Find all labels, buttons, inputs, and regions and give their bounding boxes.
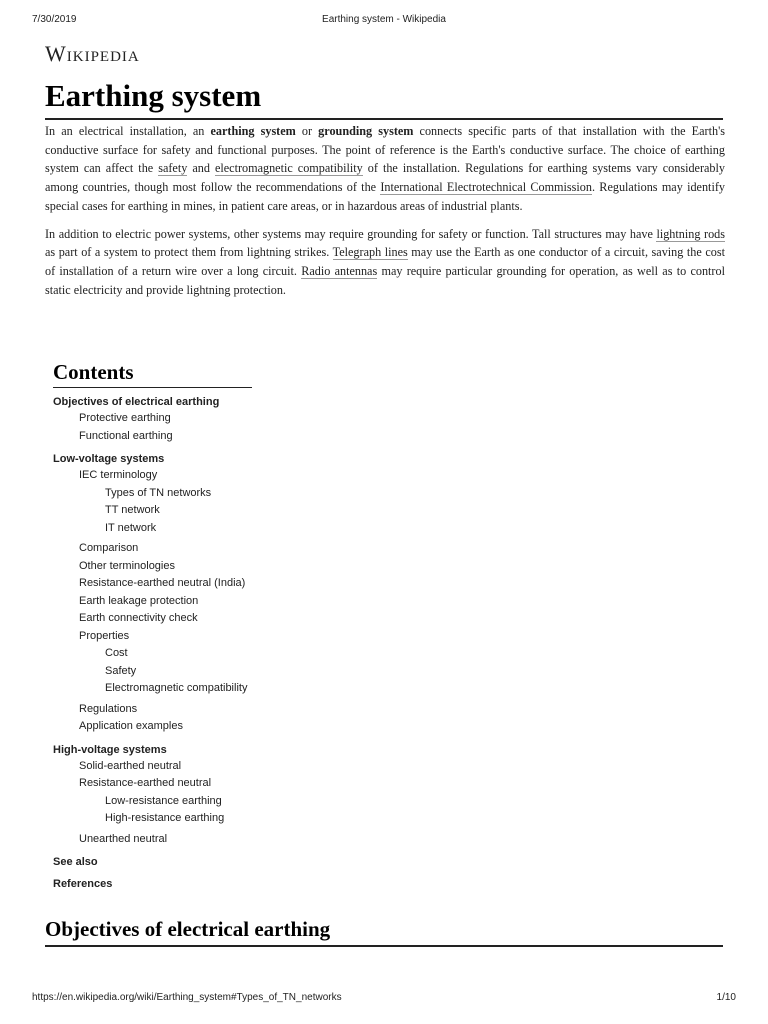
bold-term: earthing system bbox=[210, 124, 296, 138]
print-footer bbox=[32, 992, 736, 1008]
toc-item[interactable]: IEC terminology bbox=[79, 469, 158, 481]
toc-item[interactable]: Properties bbox=[79, 629, 130, 642]
toc-item[interactable]: Functional earthing bbox=[79, 429, 173, 442]
toc-item[interactable]: Low-resistance earthing bbox=[105, 794, 222, 807]
paragraph-text: In addition to electric power systems, other systems may require grounding for safety or function. Tall structures may have bbox=[45, 226, 657, 241]
toc-list bbox=[53, 394, 253, 892]
toc-title: Contents bbox=[53, 358, 252, 388]
paragraph-text: may require particular grounding for operation, as well as to control static electricity and provide lightning protection. bbox=[45, 263, 725, 297]
paragraph-text: In an electrical installation, an bbox=[45, 124, 211, 138]
toc-item[interactable]: Comparison bbox=[79, 542, 139, 554]
article-link[interactable]: safety bbox=[158, 161, 188, 176]
paragraph-text: . Regulations may identify special cases for earthing in mines, in patient care areas, or in hazardous areas of industrial plants. bbox=[45, 180, 725, 213]
toc-item[interactable]: Application examples bbox=[79, 720, 183, 732]
article-link[interactable]: electromagnetic compatibility bbox=[214, 161, 363, 176]
bold-term: grounding system bbox=[318, 124, 414, 138]
toc-item[interactable]: Safety bbox=[105, 664, 137, 677]
lead-paragraph-1 bbox=[45, 122, 725, 216]
article-link[interactable]: Radio antennas bbox=[301, 263, 378, 278]
print-date: 7/30/2019 bbox=[32, 14, 77, 25]
toc-item[interactable]: Other terminologies bbox=[79, 559, 175, 572]
toc-item[interactable]: TT network bbox=[105, 504, 160, 516]
section-heading: Objectives of electrical earthing bbox=[45, 915, 723, 947]
toc-item[interactable]: See also bbox=[53, 856, 98, 868]
toc-item[interactable]: Electromagnetic compatibility bbox=[105, 682, 248, 694]
article-link[interactable]: lightning rods bbox=[656, 226, 725, 241]
paragraph-text: as part of a system to protect them from lightning strikes. bbox=[45, 245, 333, 260]
toc-item[interactable]: Types of TN networks bbox=[105, 486, 212, 499]
toc-item[interactable]: IT network bbox=[105, 521, 157, 534]
paragraph-text: may use the Earth as one conductor of a circuit, saving the cost of installation of a return wire over a long circuit. bbox=[45, 245, 725, 278]
toc-item[interactable]: Solid-earthed neutral bbox=[79, 759, 182, 772]
paragraph-text: connects specific parts of that installation with the Earth's conductive surface for safety and functional purposes. The point of reference is the Earth's conductive surface. The choice of earthing system can affect the bbox=[45, 124, 726, 176]
toc-item[interactable]: High-resistance earthing bbox=[105, 812, 225, 824]
wikipedia-logo[interactable]: Wikipedia bbox=[45, 41, 140, 66]
toc-item[interactable]: Objectives of electrical earthing bbox=[53, 396, 220, 408]
print-header bbox=[32, 14, 736, 30]
toc-item[interactable]: Resistance-earthed neutral (India) bbox=[79, 577, 246, 589]
print-page-title: Earthing system - Wikipedia bbox=[322, 14, 446, 25]
paragraph-text: and bbox=[187, 161, 215, 176]
toc-item[interactable]: Earth connectivity check bbox=[79, 612, 198, 624]
page-title: Earthing system bbox=[45, 76, 723, 120]
lead-paragraph-2 bbox=[45, 225, 725, 300]
toc-item[interactable]: High-voltage systems bbox=[53, 743, 167, 756]
article-link[interactable]: Telegraph lines bbox=[332, 245, 408, 260]
toc-item[interactable]: Unearthed neutral bbox=[79, 832, 168, 845]
toc-item[interactable]: Earth leakage protection bbox=[79, 594, 199, 607]
paragraph-text: of the installation. Regulations for earthing systems vary considerably among countries, though most follow the recommendations of the bbox=[45, 161, 726, 195]
toc-item[interactable]: References bbox=[53, 878, 113, 890]
toc-item[interactable]: Regulations bbox=[79, 702, 138, 715]
toc-item[interactable]: Low-voltage systems bbox=[53, 453, 165, 465]
print-url: https://en.wikipedia.org/wiki/Earthing_system#Types_of_TN_networks bbox=[32, 992, 342, 1003]
lead-section bbox=[45, 122, 725, 308]
toc-item[interactable]: Protective earthing bbox=[79, 412, 171, 424]
article-link[interactable]: International Electrotechnical Commission bbox=[380, 180, 592, 195]
table-of-contents bbox=[53, 358, 253, 892]
toc-item[interactable]: Cost bbox=[105, 647, 128, 659]
page-number: 1/10 bbox=[716, 992, 736, 1003]
toc-item[interactable]: Resistance-earthed neutral bbox=[79, 777, 212, 789]
paragraph-text: or bbox=[295, 124, 319, 138]
